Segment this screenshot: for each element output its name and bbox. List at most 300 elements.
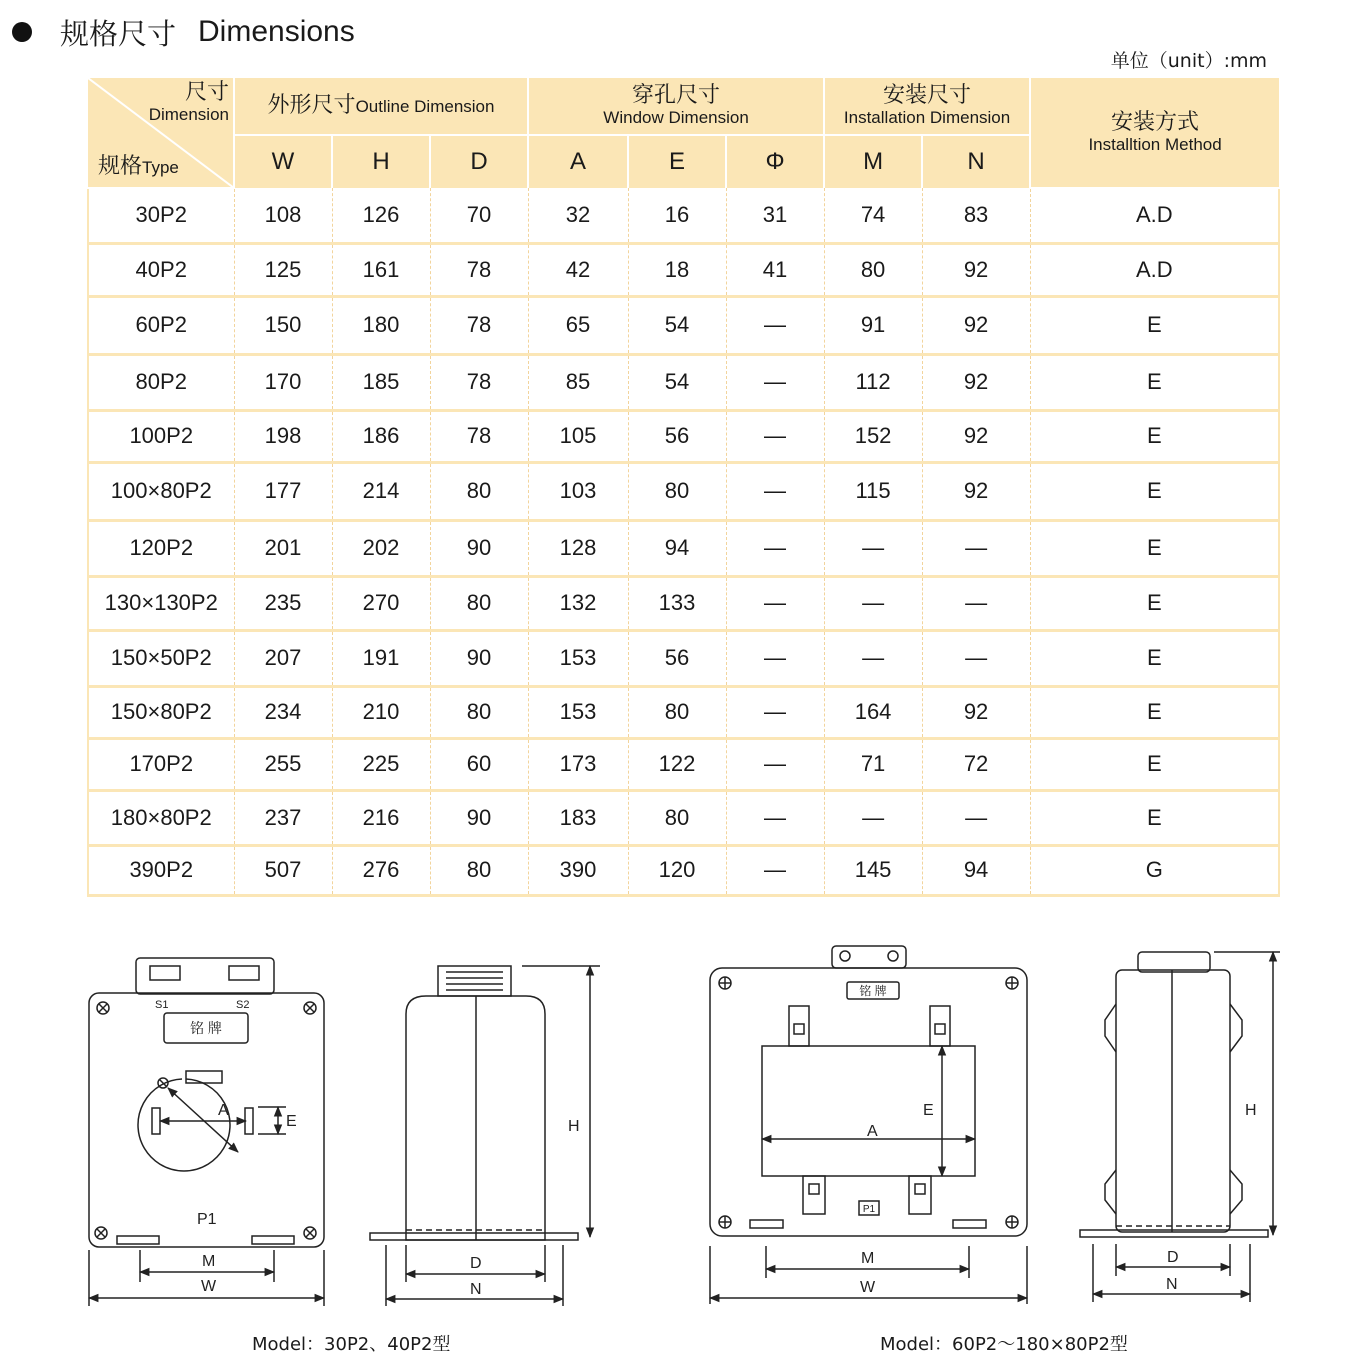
table-cell bbox=[430, 410, 528, 462]
screw-icon bbox=[1006, 1216, 1018, 1228]
cell-value: 180×80P2 bbox=[110, 804, 212, 830]
cell-value: E bbox=[1146, 699, 1162, 724]
table-cell bbox=[88, 686, 234, 738]
p1-label: P1 bbox=[862, 1204, 876, 1215]
cell-value: 56 bbox=[664, 645, 690, 670]
cell-value: 56 bbox=[664, 423, 690, 448]
cell-value: 54 bbox=[664, 312, 690, 337]
cell-value: 18 bbox=[664, 256, 690, 282]
dash-cell: — bbox=[862, 535, 885, 560]
d-label: D bbox=[470, 1255, 482, 1272]
table-cell bbox=[824, 520, 922, 576]
table-cell bbox=[726, 296, 824, 354]
table-row bbox=[88, 520, 1279, 576]
table-cell bbox=[234, 188, 332, 243]
cell-value: 92 bbox=[963, 423, 989, 448]
dash-cell: — bbox=[764, 478, 787, 503]
dash-cell: — bbox=[764, 535, 787, 560]
cell-value: 186 bbox=[362, 423, 400, 448]
size-en: Dimension bbox=[148, 105, 229, 124]
cell-value: 234 bbox=[264, 699, 302, 724]
table-cell bbox=[332, 462, 430, 520]
cell-value: 40P2 bbox=[135, 256, 187, 282]
cell-value: 276 bbox=[362, 857, 400, 882]
col-h: H bbox=[332, 135, 430, 188]
table-row bbox=[88, 354, 1279, 410]
table-cell bbox=[528, 630, 628, 686]
table-cell bbox=[628, 410, 726, 462]
d-label: D bbox=[1167, 1249, 1179, 1266]
method-header bbox=[1030, 78, 1279, 188]
table-row bbox=[88, 790, 1279, 845]
table-cell bbox=[1030, 354, 1279, 410]
dash-cell: — bbox=[965, 645, 988, 670]
cell-value: 161 bbox=[362, 256, 400, 282]
table-cell bbox=[824, 738, 922, 790]
window-en: Window Dimension bbox=[603, 108, 749, 127]
cell-value: A.D bbox=[1135, 256, 1173, 282]
bullet-icon bbox=[12, 22, 32, 42]
table-cell bbox=[234, 243, 332, 296]
cell-value: 92 bbox=[963, 312, 989, 337]
n-label: N bbox=[1166, 1276, 1178, 1293]
cell-value: 41 bbox=[762, 256, 788, 282]
table-cell bbox=[88, 354, 234, 410]
cell-value: 80 bbox=[466, 478, 492, 503]
cell-value: 170 bbox=[264, 369, 302, 394]
unit-label: 单位（unit）:mm bbox=[1110, 50, 1267, 72]
table-cell bbox=[430, 790, 528, 845]
type-cn: 规格 bbox=[98, 154, 143, 179]
dash-cell: — bbox=[764, 804, 787, 830]
cell-value: 120 bbox=[658, 857, 696, 882]
table-cell bbox=[726, 686, 824, 738]
cell-value: 235 bbox=[264, 590, 302, 615]
table-cell bbox=[922, 520, 1030, 576]
cell-value: 507 bbox=[264, 857, 302, 882]
cell-value: 80 bbox=[860, 256, 886, 282]
cell-value: 150×80P2 bbox=[110, 699, 212, 724]
table-cell bbox=[528, 354, 628, 410]
table-cell bbox=[1030, 296, 1279, 354]
table-cell bbox=[922, 462, 1030, 520]
cell-value: 183 bbox=[559, 804, 597, 830]
cell-value: 207 bbox=[264, 645, 302, 670]
table-cell bbox=[234, 790, 332, 845]
screw-icon bbox=[1006, 977, 1018, 989]
window-header bbox=[528, 78, 824, 135]
s2-label: S2 bbox=[236, 999, 250, 1011]
size-cn: 尺寸 bbox=[184, 80, 229, 105]
e-label: E bbox=[286, 1113, 297, 1130]
dash-cell: — bbox=[965, 535, 988, 560]
cell-value: E bbox=[1146, 751, 1162, 776]
table-cell bbox=[430, 296, 528, 354]
col-phi: Φ bbox=[726, 135, 824, 188]
cell-value: 100×80P2 bbox=[110, 478, 212, 503]
p1-label: P1 bbox=[197, 1211, 217, 1228]
cell-value: 78 bbox=[466, 369, 492, 394]
table-cell bbox=[528, 738, 628, 790]
table-cell bbox=[922, 576, 1030, 630]
table-cell bbox=[824, 790, 922, 845]
table-cell bbox=[726, 354, 824, 410]
install-en: Installation Dimension bbox=[843, 108, 1011, 127]
caption-left: Model：30P2、40P2型 bbox=[252, 1334, 451, 1355]
table-cell bbox=[1030, 790, 1279, 845]
cell-value: 54 bbox=[664, 369, 690, 394]
cell-value: 164 bbox=[854, 699, 892, 724]
table-cell bbox=[922, 630, 1030, 686]
table-cell bbox=[234, 576, 332, 630]
cell-value: G bbox=[1145, 857, 1163, 882]
table-cell bbox=[922, 243, 1030, 296]
table-cell bbox=[726, 630, 824, 686]
cell-value: 92 bbox=[963, 369, 989, 394]
cell-value: 80 bbox=[664, 478, 690, 503]
corner-header bbox=[88, 78, 234, 188]
table-cell bbox=[628, 738, 726, 790]
table-cell bbox=[628, 462, 726, 520]
table-cell bbox=[1030, 188, 1279, 243]
table-cell bbox=[430, 576, 528, 630]
table-cell bbox=[234, 738, 332, 790]
cell-value: 390 bbox=[559, 857, 597, 882]
table-cell bbox=[628, 686, 726, 738]
screw-icon bbox=[719, 977, 731, 989]
table-cell bbox=[922, 354, 1030, 410]
cell-value: 153 bbox=[559, 699, 597, 724]
dash-cell: — bbox=[965, 804, 988, 830]
cell-value: 80 bbox=[466, 699, 492, 724]
cell-value: 71 bbox=[860, 751, 886, 776]
table-cell bbox=[332, 410, 430, 462]
cell-value: 153 bbox=[559, 645, 597, 670]
table-cell bbox=[528, 243, 628, 296]
cell-value: 201 bbox=[264, 535, 302, 560]
cell-value: 170P2 bbox=[129, 751, 194, 776]
table-cell bbox=[332, 520, 430, 576]
table-cell bbox=[628, 243, 726, 296]
table-cell bbox=[1030, 845, 1279, 895]
table-cell bbox=[628, 520, 726, 576]
m-label: M bbox=[861, 1250, 875, 1267]
table-cell bbox=[922, 738, 1030, 790]
table-cell bbox=[922, 188, 1030, 243]
dash-cell: — bbox=[764, 699, 787, 724]
table-cell bbox=[922, 845, 1030, 895]
screw-icon bbox=[304, 1227, 316, 1239]
table-cell bbox=[88, 845, 234, 895]
dimensions-table bbox=[87, 78, 1280, 897]
table-cell bbox=[234, 520, 332, 576]
table-cell bbox=[824, 686, 922, 738]
screw-icon bbox=[304, 1002, 316, 1014]
cell-value: 115 bbox=[855, 478, 891, 503]
col-e: E bbox=[628, 135, 726, 188]
col-d: D bbox=[430, 135, 528, 188]
table-cell bbox=[430, 686, 528, 738]
cell-value: E bbox=[1146, 369, 1162, 394]
cell-value: 78 bbox=[466, 312, 492, 337]
table-cell bbox=[332, 790, 430, 845]
table-cell bbox=[88, 410, 234, 462]
screw-icon bbox=[97, 1002, 109, 1014]
cell-value: 210 bbox=[362, 699, 400, 724]
table-cell bbox=[430, 462, 528, 520]
table-cell bbox=[332, 354, 430, 410]
window-cn: 穿孔尺寸 bbox=[632, 83, 721, 108]
cell-value: 216 bbox=[362, 804, 400, 830]
table-cell bbox=[234, 845, 332, 895]
cell-value: E bbox=[1146, 423, 1162, 448]
table-cell bbox=[88, 188, 234, 243]
cell-value: 128 bbox=[559, 535, 597, 560]
table-cell bbox=[1030, 462, 1279, 520]
table-row bbox=[88, 410, 1279, 462]
table-row bbox=[88, 630, 1279, 686]
install-cn: 安装尺寸 bbox=[883, 83, 972, 108]
table-cell bbox=[234, 686, 332, 738]
front-view-30p2 bbox=[89, 958, 324, 1306]
table-cell bbox=[628, 576, 726, 630]
cell-value: 31 bbox=[762, 201, 788, 227]
cell-value: 191 bbox=[362, 645, 400, 670]
install-header bbox=[824, 78, 1030, 135]
dash-cell: — bbox=[862, 645, 885, 670]
table-cell bbox=[234, 462, 332, 520]
table-cell bbox=[528, 188, 628, 243]
table-cell bbox=[1030, 738, 1279, 790]
cell-value: 16 bbox=[664, 201, 690, 227]
cell-value: E bbox=[1146, 478, 1162, 503]
table-row bbox=[88, 738, 1279, 790]
dash-cell: — bbox=[764, 590, 787, 615]
table-cell bbox=[528, 410, 628, 462]
cell-value: 80 bbox=[466, 857, 492, 882]
cell-value: E bbox=[1146, 312, 1162, 337]
table-row bbox=[88, 188, 1279, 243]
dash-cell: — bbox=[764, 645, 787, 670]
cell-value: 78 bbox=[466, 256, 492, 282]
table-cell bbox=[726, 576, 824, 630]
table-cell bbox=[922, 790, 1030, 845]
table-cell bbox=[332, 243, 430, 296]
table-cell bbox=[1030, 520, 1279, 576]
h-label: H bbox=[1245, 1102, 1257, 1119]
cell-value: A.D bbox=[1135, 202, 1173, 228]
cell-value: 80 bbox=[466, 590, 492, 615]
nameplate-label: 铭 牌 bbox=[190, 1020, 222, 1036]
table-cell bbox=[528, 686, 628, 738]
table-cell bbox=[824, 410, 922, 462]
table-row bbox=[88, 686, 1279, 738]
cell-value: 202 bbox=[362, 535, 400, 560]
cell-value: 32 bbox=[565, 201, 591, 227]
table-cell bbox=[88, 520, 234, 576]
cell-value: 390P2 bbox=[129, 857, 194, 882]
table-cell bbox=[628, 845, 726, 895]
cell-value: 90 bbox=[466, 804, 492, 830]
cell-value: 122 bbox=[658, 751, 696, 776]
cell-value: 42 bbox=[565, 256, 591, 282]
section-title bbox=[12, 12, 355, 52]
cell-value: 60 bbox=[466, 751, 492, 776]
table-body bbox=[88, 188, 1279, 895]
dash-cell: — bbox=[764, 751, 787, 776]
cell-value: 85 bbox=[565, 369, 591, 394]
cell-value: 112 bbox=[855, 369, 891, 394]
table-cell bbox=[1030, 576, 1279, 630]
table-cell bbox=[628, 630, 726, 686]
method-cn: 安装方式 bbox=[1111, 109, 1200, 135]
table-cell bbox=[430, 188, 528, 243]
table-cell bbox=[628, 354, 726, 410]
cell-value: 30P2 bbox=[135, 202, 187, 228]
table-cell bbox=[528, 296, 628, 354]
table-cell bbox=[628, 296, 726, 354]
table-cell bbox=[726, 243, 824, 296]
table-cell bbox=[88, 296, 234, 354]
table-cell bbox=[88, 790, 234, 845]
cell-value: 120P2 bbox=[129, 535, 194, 560]
outline-en: Outline Dimension bbox=[355, 97, 495, 116]
cell-value: 74 bbox=[860, 201, 886, 227]
table-cell bbox=[430, 630, 528, 686]
h-label: H bbox=[568, 1118, 580, 1135]
cell-value: 80 bbox=[664, 699, 690, 724]
table-cell bbox=[528, 790, 628, 845]
col-m: M bbox=[824, 135, 922, 188]
table-cell bbox=[528, 845, 628, 895]
table-cell bbox=[430, 845, 528, 895]
cell-value: 94 bbox=[963, 857, 989, 882]
cell-value: 198 bbox=[264, 423, 302, 448]
screw-icon bbox=[719, 1216, 731, 1228]
cell-value: 130×130P2 bbox=[104, 590, 218, 615]
cell-value: 94 bbox=[664, 535, 690, 560]
cell-value: E bbox=[1146, 804, 1162, 830]
caption-right: Model：60P2～180×80P2型 bbox=[880, 1334, 1128, 1355]
outline-cn: 外形尺寸 bbox=[267, 93, 356, 118]
table-cell bbox=[1030, 630, 1279, 686]
nameplate-label: 铭 牌 bbox=[859, 984, 887, 998]
cell-value: 65 bbox=[565, 312, 591, 337]
table-cell bbox=[528, 462, 628, 520]
table-cell bbox=[726, 462, 824, 520]
cell-value: 270 bbox=[362, 590, 400, 615]
table-cell bbox=[1030, 410, 1279, 462]
table-cell bbox=[332, 738, 430, 790]
cell-value: 90 bbox=[466, 645, 492, 670]
cell-value: 132 bbox=[559, 590, 597, 615]
table-cell bbox=[88, 630, 234, 686]
table-cell bbox=[234, 354, 332, 410]
table-cell bbox=[430, 520, 528, 576]
cell-value: 70 bbox=[466, 201, 492, 227]
cell-value: 237 bbox=[264, 804, 302, 830]
cell-value: 177 bbox=[264, 478, 302, 503]
e-label: E bbox=[923, 1102, 934, 1119]
cell-value: 78 bbox=[466, 423, 492, 448]
cell-value: 80P2 bbox=[135, 369, 187, 394]
table-cell bbox=[528, 576, 628, 630]
table-cell bbox=[430, 243, 528, 296]
cell-value: E bbox=[1146, 645, 1162, 670]
cell-value: 214 bbox=[362, 478, 400, 503]
cell-value: 173 bbox=[559, 751, 597, 776]
dash-cell: — bbox=[862, 804, 885, 830]
cell-value: 90 bbox=[466, 535, 492, 560]
cell-value: 152 bbox=[854, 423, 892, 448]
cell-value: 125 bbox=[264, 256, 302, 282]
table-cell bbox=[332, 296, 430, 354]
table-cell bbox=[824, 243, 922, 296]
table-cell bbox=[332, 630, 430, 686]
col-n: N bbox=[922, 135, 1030, 188]
table-cell bbox=[628, 790, 726, 845]
title-cn: 规格尺寸 bbox=[60, 16, 177, 51]
front-view-60p2 bbox=[710, 946, 1027, 1304]
table-cell bbox=[332, 576, 430, 630]
table-cell bbox=[824, 845, 922, 895]
cell-value: 126 bbox=[362, 201, 400, 227]
type-en: Type bbox=[142, 158, 179, 177]
table-cell bbox=[726, 738, 824, 790]
dash-cell: — bbox=[764, 369, 787, 394]
a-label: A bbox=[867, 1123, 878, 1140]
table-cell bbox=[528, 520, 628, 576]
w-label: W bbox=[201, 1278, 217, 1295]
table-row bbox=[88, 845, 1279, 895]
table-row bbox=[88, 462, 1279, 520]
table-cell bbox=[430, 354, 528, 410]
title-en: Dimensions bbox=[198, 15, 355, 48]
table-cell bbox=[726, 790, 824, 845]
table-cell bbox=[1030, 243, 1279, 296]
dash-cell: — bbox=[764, 423, 787, 448]
table-cell bbox=[824, 630, 922, 686]
s1-label: S1 bbox=[155, 999, 169, 1011]
cell-value: 133 bbox=[658, 590, 696, 615]
screw-icon bbox=[95, 1227, 107, 1239]
table-cell bbox=[628, 188, 726, 243]
cell-value: E bbox=[1146, 535, 1162, 560]
a-label: A bbox=[218, 1102, 229, 1119]
cell-value: 150 bbox=[264, 312, 302, 337]
table-cell bbox=[726, 410, 824, 462]
table-cell bbox=[824, 354, 922, 410]
table-cell bbox=[922, 410, 1030, 462]
cell-value: 72 bbox=[963, 751, 989, 776]
side-view-30p2 bbox=[370, 966, 600, 1306]
cell-value: 185 bbox=[362, 369, 400, 394]
table-cell bbox=[88, 576, 234, 630]
dash-cell: — bbox=[965, 590, 988, 615]
table-cell bbox=[234, 630, 332, 686]
cell-value: 105 bbox=[559, 423, 597, 448]
cell-value: 92 bbox=[963, 699, 989, 724]
table-row bbox=[88, 296, 1279, 354]
table-cell bbox=[332, 686, 430, 738]
w-label: W bbox=[860, 1279, 876, 1296]
table-cell bbox=[234, 296, 332, 354]
cell-value: 92 bbox=[963, 478, 989, 503]
cell-value: 103 bbox=[559, 478, 597, 503]
dash-cell: — bbox=[862, 590, 885, 615]
table-cell bbox=[824, 462, 922, 520]
col-a: A bbox=[528, 135, 628, 188]
